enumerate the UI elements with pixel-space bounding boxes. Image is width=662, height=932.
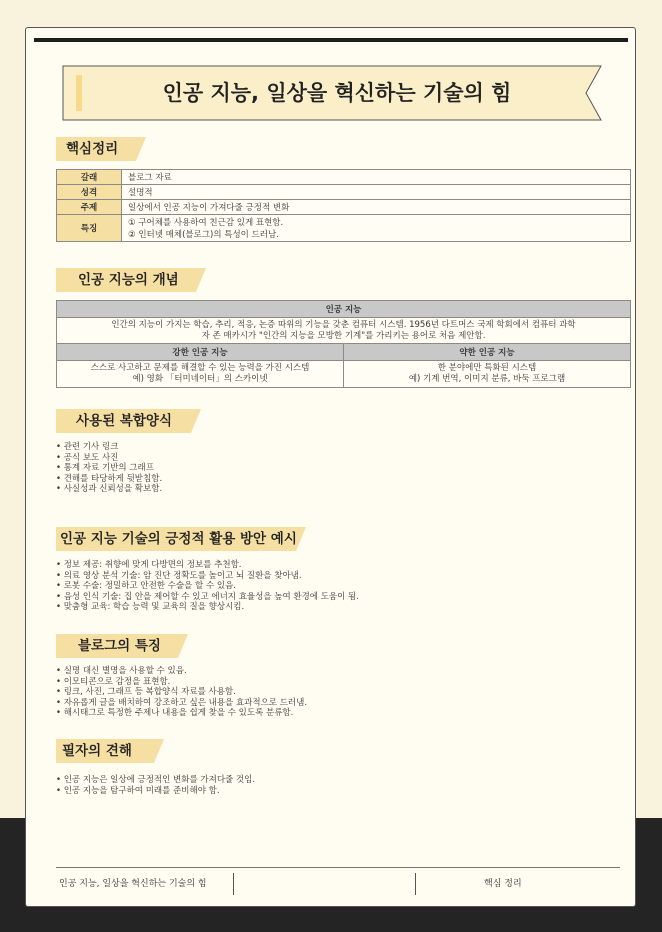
list-item: • 맞춤형 교육: 학습 능력 및 교육의 질을 향상시킴. xyxy=(56,602,359,613)
page-title: 인공 지능, 일상을 혁신하는 기술의 힘 xyxy=(162,81,512,105)
table-row xyxy=(57,200,631,215)
section-concept-heading xyxy=(56,268,206,292)
info-key: 갈래 xyxy=(57,170,122,185)
title-banner xyxy=(62,65,602,121)
feature-line-2: ② 인터넷 매체(블로그)의 특성이 드러남. xyxy=(128,230,279,240)
opinion-list xyxy=(56,775,255,796)
info-key: 성격 xyxy=(57,185,122,200)
list-item: • 이모티콘으로 감정을 표현함. xyxy=(56,677,307,688)
list-item: • 실명 대신 별명을 사용할 수 있음. xyxy=(56,666,307,677)
list-item: • 해시태그로 특정한 주제나 내용을 쉽게 찾을 수 있도록 분류함. xyxy=(56,708,307,719)
list-item: • 음성 인식 기술: 집 안을 제어할 수 있고 에너지 효율성을 높여 환경에 도움이 됨. xyxy=(56,592,359,603)
table-row xyxy=(57,215,631,242)
list-item: • 자유롭게 글을 배치하여 강조하고 싶은 내용을 효과적으로 드러냄. xyxy=(56,698,307,709)
strong-ai-cell xyxy=(57,361,344,387)
list-item: • 인공 지능을 탐구하여 미래를 준비해야 함. xyxy=(56,786,255,797)
footer-rule xyxy=(56,867,620,868)
list-item: • 통계 자료 기반의 그래프 xyxy=(56,463,162,474)
table-row xyxy=(57,185,631,200)
list-item: • 정보 제공: 취향에 맞게 다방면의 정보를 추천함. xyxy=(56,560,359,571)
footer-title: 인공 지능, 일상을 혁신하는 기술의 힘 xyxy=(59,879,207,889)
list-item: • 사실성과 신뢰성을 확보함. xyxy=(56,484,162,495)
info-key: 특징 xyxy=(57,215,122,242)
section-examples-label: 인공 지능 기술의 긍정적 활용 방안 예시 xyxy=(60,531,297,547)
feature-line-1: ① 구어체를 사용하여 친근감 있게 표현함. xyxy=(128,218,284,228)
list-item: • 공식 보도 사진 xyxy=(56,453,162,464)
info-value: 설명적 xyxy=(122,185,631,200)
table-row xyxy=(57,361,631,387)
section-blog-heading xyxy=(56,634,188,658)
table-row xyxy=(57,301,631,318)
list-item: • 견해를 타당하게 뒷받침함. xyxy=(56,474,162,485)
table-row xyxy=(57,318,631,344)
weak-ai-cell xyxy=(344,361,631,387)
section-summary-heading xyxy=(56,137,146,161)
weak-ai-desc: 한 분야에만 특화된 시스템 xyxy=(437,363,537,374)
list-item: • 관련 기사 링크 xyxy=(56,442,162,453)
footer-separator xyxy=(233,873,234,895)
strong-ai-header: 강한 인공 지능 xyxy=(57,344,344,361)
section-examples-heading xyxy=(56,527,306,551)
footer-section: 핵심 정리 xyxy=(484,879,522,889)
strong-ai-desc: 스스로 사고하고 문제를 해결할 수 있는 능력을 가진 시스템 xyxy=(90,363,310,374)
concept-header: 인공 지능 xyxy=(57,301,631,318)
list-item: • 로봇 수술: 정밀하고 안전한 수술을 할 수 있음. xyxy=(56,581,359,592)
weak-ai-example: 예) 기계 번역, 이미지 분류, 바둑 프로그램 xyxy=(408,373,566,384)
table-row xyxy=(57,344,631,361)
info-value: 블로그 자료 xyxy=(122,170,631,185)
info-value xyxy=(122,215,631,242)
section-concept-label: 인공 지능의 개념 xyxy=(78,272,179,288)
definition-line-2: 자 존 매카시가 "인간의 지능을 모방한 기계"를 가리키는 용어로 처음 제안함. xyxy=(201,330,486,341)
examples-list xyxy=(56,560,359,613)
blog-list xyxy=(56,666,307,719)
concept-table xyxy=(56,300,631,388)
section-opinion-label: 필자의 견해 xyxy=(62,743,132,759)
section-blog-label: 블로그의 특징 xyxy=(78,638,161,654)
top-rule xyxy=(34,38,628,42)
info-key: 주제 xyxy=(57,200,122,215)
definition-line-1: 인간의 지능이 가지는 학습, 추리, 적응, 논증 따위의 기능을 갖춘 컴퓨터 시스템. 1956년 다트머스 국제 학회에서 컴퓨터 과학 xyxy=(111,320,576,330)
document-page xyxy=(25,27,636,907)
list-item: • 인공 지능은 일상에 긍정적인 변화를 가져다줄 것임. xyxy=(56,775,255,786)
footer-separator xyxy=(415,873,416,895)
info-table xyxy=(56,169,631,242)
section-multimodal-label: 사용된 복합양식 xyxy=(76,413,172,429)
section-multimodal-heading xyxy=(56,409,201,433)
table-row xyxy=(57,170,631,185)
list-item: • 의료 영상 분석 기술: 암 진단 정확도를 높이고 뇌 질환을 찾아냄. xyxy=(56,571,359,582)
weak-ai-header: 약한 인공 지능 xyxy=(344,344,631,361)
multimodal-list xyxy=(56,442,162,495)
section-opinion-heading xyxy=(56,739,164,763)
strong-ai-example: 예) 영화 「터미네이터」의 스카이넷 xyxy=(132,373,268,384)
list-item: • 링크, 사진, 그래프 등 복합양식 자료를 사용함. xyxy=(56,687,307,698)
section-summary-label: 핵심정리 xyxy=(66,141,119,157)
concept-definition xyxy=(57,318,631,344)
info-value: 일상에서 인공 지능이 가져다줄 긍정적 변화 xyxy=(122,200,631,215)
